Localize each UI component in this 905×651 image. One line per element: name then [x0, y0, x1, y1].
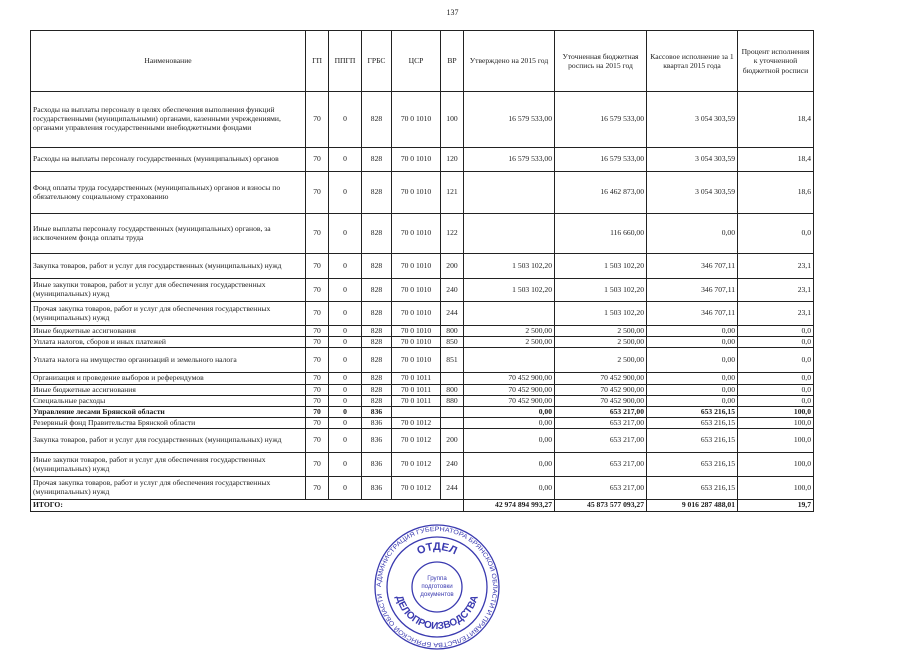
- row-csr: 70 0 1012: [392, 453, 441, 477]
- row-cash: 0,00: [647, 337, 738, 348]
- table-row: [31, 385, 814, 396]
- row-refined: 70 452 900,00: [555, 385, 647, 396]
- budget-table: [30, 30, 814, 512]
- row-gp: 70: [306, 302, 329, 326]
- row-refined: 16 579 533,00: [555, 92, 647, 148]
- row-gp: 70: [306, 254, 329, 279]
- row-pgp: 0: [329, 337, 362, 348]
- row-pgp: 0: [329, 172, 362, 214]
- row-vr: 200: [441, 254, 464, 279]
- row-gp: 70: [306, 214, 329, 254]
- row-approved: [464, 172, 555, 214]
- row-refined: 2 500,00: [555, 337, 647, 348]
- table-row: [31, 373, 814, 385]
- row-approved: 16 579 533,00: [464, 92, 555, 148]
- row-gp: 70: [306, 148, 329, 172]
- stamp-top-text: ОТДЕЛ: [415, 540, 459, 558]
- row-percent: 0,0: [738, 214, 814, 254]
- row-vr: 850: [441, 337, 464, 348]
- row-refined: 653 217,00: [555, 407, 647, 418]
- row-gp: 70: [306, 373, 329, 385]
- row-csr: 70 0 1010: [392, 148, 441, 172]
- row-approved: 0,00: [464, 477, 555, 500]
- row-gp: 70: [306, 385, 329, 396]
- row-grbs: 828: [362, 148, 392, 172]
- row-refined: 16 462 873,00: [555, 172, 647, 214]
- table-row: [31, 302, 814, 326]
- row-refined: 70 452 900,00: [555, 373, 647, 385]
- table-row: [31, 418, 814, 429]
- total-label: ИТОГО:: [31, 500, 464, 512]
- table-row: [31, 254, 814, 279]
- row-vr: 100: [441, 92, 464, 148]
- row-gp: 70: [306, 429, 329, 453]
- row-percent: 0,0: [738, 348, 814, 373]
- row-cash: 346 707,11: [647, 302, 738, 326]
- row-vr: 800: [441, 385, 464, 396]
- row-refined: 1 503 102,20: [555, 254, 647, 279]
- row-grbs: 836: [362, 407, 392, 418]
- row-vr: 121: [441, 172, 464, 214]
- row-gp: 70: [306, 348, 329, 373]
- col-header-cash: Кассовое исполнение за 1 квартал 2015 года: [647, 31, 738, 92]
- row-vr: 244: [441, 302, 464, 326]
- row-percent: 100,0: [738, 418, 814, 429]
- row-gp: 70: [306, 279, 329, 302]
- row-cash: 653 216,15: [647, 407, 738, 418]
- row-grbs: 836: [362, 429, 392, 453]
- row-pgp: 0: [329, 254, 362, 279]
- row-percent: 23,1: [738, 302, 814, 326]
- row-csr: 70 0 1011: [392, 373, 441, 385]
- row-percent: 18,4: [738, 92, 814, 148]
- row-pgp: 0: [329, 214, 362, 254]
- table-body: [31, 92, 814, 500]
- row-refined: 653 217,00: [555, 418, 647, 429]
- row-csr: 70 0 1011: [392, 396, 441, 407]
- row-name: Закупка товаров, работ и услуг для государственных (муниципальных) нужд: [31, 429, 306, 453]
- row-percent: 0,0: [738, 373, 814, 385]
- row-grbs: 828: [362, 254, 392, 279]
- col-header-vr: ВР: [441, 31, 464, 92]
- row-name: Организация и проведение выборов и референдумов: [31, 373, 306, 385]
- row-vr: [441, 373, 464, 385]
- row-approved: 0,00: [464, 418, 555, 429]
- row-name: Фонд оплаты труда государственных (муниципальных) органов и взносы по обязательному социальному страхованию: [31, 172, 306, 214]
- row-percent: 23,1: [738, 254, 814, 279]
- row-csr: 70 0 1010: [392, 302, 441, 326]
- row-approved: 0,00: [464, 407, 555, 418]
- row-grbs: 828: [362, 326, 392, 337]
- row-grbs: 828: [362, 92, 392, 148]
- row-percent: 100,0: [738, 477, 814, 500]
- row-grbs: 828: [362, 214, 392, 254]
- row-refined: 116 660,00: [555, 214, 647, 254]
- stamp-center-line-2: подготовки: [421, 583, 453, 590]
- row-gp: 70: [306, 453, 329, 477]
- col-header-gp: ГП: [306, 31, 329, 92]
- row-percent: 100,0: [738, 453, 814, 477]
- row-approved: 1 503 102,20: [464, 279, 555, 302]
- row-grbs: 828: [362, 172, 392, 214]
- row-vr: [441, 418, 464, 429]
- row-cash: 653 216,15: [647, 453, 738, 477]
- row-csr: 70 0 1010: [392, 337, 441, 348]
- row-name: Иные закупки товаров, работ и услуг для обеспечения государственных (муниципальных) нужд: [31, 453, 306, 477]
- row-csr: 70 0 1012: [392, 429, 441, 453]
- table-row: [31, 148, 814, 172]
- row-csr: 70 0 1010: [392, 254, 441, 279]
- total-percent: 19,7: [738, 500, 814, 512]
- row-grbs: 828: [362, 396, 392, 407]
- row-approved: 0,00: [464, 429, 555, 453]
- row-refined: 653 217,00: [555, 453, 647, 477]
- row-name: Прочая закупка товаров, работ и услуг для обеспечения государственных (муниципальных) нужд: [31, 302, 306, 326]
- total-refined: 45 873 577 093,27: [555, 500, 647, 512]
- row-gp: 70: [306, 326, 329, 337]
- total-cash: 9 016 287 488,01: [647, 500, 738, 512]
- row-pgp: 0: [329, 373, 362, 385]
- row-pgp: 0: [329, 429, 362, 453]
- office-stamp: [373, 523, 501, 651]
- row-cash: 3 054 303,59: [647, 92, 738, 148]
- row-name: Закупка товаров, работ и услуг для государственных (муниципальных) нужд: [31, 254, 306, 279]
- table-row: [31, 172, 814, 214]
- row-cash: 0,00: [647, 214, 738, 254]
- row-name: Иные выплаты персоналу государственных (муниципальных) органов, за исключением фонда оплаты труда: [31, 214, 306, 254]
- row-csr: 70 0 1010: [392, 172, 441, 214]
- row-percent: 0,0: [738, 396, 814, 407]
- row-cash: 0,00: [647, 373, 738, 385]
- row-grbs: 828: [362, 348, 392, 373]
- row-name: Иные закупки товаров, работ и услуг для обеспечения государственных (муниципальных) нужд: [31, 279, 306, 302]
- row-refined: 653 217,00: [555, 477, 647, 500]
- stamp-center-line-3: документов: [420, 591, 454, 598]
- row-pgp: 0: [329, 453, 362, 477]
- row-approved: 2 500,00: [464, 326, 555, 337]
- row-name: Иные бюджетные ассигнования: [31, 385, 306, 396]
- total-approved: 42 974 894 993,27: [464, 500, 555, 512]
- row-vr: 240: [441, 279, 464, 302]
- row-cash: 346 707,11: [647, 279, 738, 302]
- stamp-bottom-text: ДЕЛОПРОИЗВОДСТВА: [393, 594, 481, 633]
- row-pgp: 0: [329, 385, 362, 396]
- table-row: [31, 214, 814, 254]
- table-row: [31, 396, 814, 407]
- row-vr: 244: [441, 477, 464, 500]
- col-header-grbs: ГРБС: [362, 31, 392, 92]
- row-gp: 70: [306, 407, 329, 418]
- row-csr: [392, 407, 441, 418]
- page-number: 137: [446, 8, 459, 17]
- row-cash: 0,00: [647, 385, 738, 396]
- row-percent: 23,1: [738, 279, 814, 302]
- row-name: Специальные расходы: [31, 396, 306, 407]
- row-cash: 0,00: [647, 396, 738, 407]
- row-csr: 70 0 1010: [392, 326, 441, 337]
- table-row: [31, 348, 814, 373]
- row-vr: 851: [441, 348, 464, 373]
- col-header-name: Наименование: [31, 31, 306, 92]
- row-grbs: 836: [362, 418, 392, 429]
- row-approved: [464, 214, 555, 254]
- table-row: [31, 326, 814, 337]
- row-pgp: 0: [329, 326, 362, 337]
- row-gp: 70: [306, 92, 329, 148]
- row-pgp: 0: [329, 407, 362, 418]
- row-gp: 70: [306, 396, 329, 407]
- row-refined: 2 500,00: [555, 348, 647, 373]
- stamp-outer-text: АДМИНИСТРАЦИЯ ГУБЕРНАТОРА БРЯНСКОЙ ОБЛАСТИ И ПРАВИТЕЛЬСТВА БРЯНСКОЙ ОБЛАСТИ: [375, 525, 499, 649]
- row-cash: 653 216,15: [647, 477, 738, 500]
- stamp-center-line-1: Группа: [427, 575, 447, 582]
- row-gp: 70: [306, 477, 329, 500]
- row-cash: 0,00: [647, 348, 738, 373]
- row-name: Прочая закупка товаров, работ и услуг для обеспечения государственных (муниципальных) нужд: [31, 477, 306, 500]
- row-name: Управление лесами Брянской области: [31, 407, 306, 418]
- row-cash: 0,00: [647, 326, 738, 337]
- total-row: [31, 500, 814, 512]
- row-vr: 200: [441, 429, 464, 453]
- row-pgp: 0: [329, 148, 362, 172]
- table-row: [31, 453, 814, 477]
- row-percent: 0,0: [738, 326, 814, 337]
- row-grbs: 836: [362, 453, 392, 477]
- row-cash: 3 054 303,59: [647, 172, 738, 214]
- row-percent: 18,4: [738, 148, 814, 172]
- row-gp: 70: [306, 418, 329, 429]
- row-approved: 70 452 900,00: [464, 385, 555, 396]
- col-header-percent: Процент исполнения к уточненной бюджетной росписи: [738, 31, 814, 92]
- table-row: [31, 92, 814, 148]
- row-refined: 653 217,00: [555, 429, 647, 453]
- row-refined: 1 503 102,20: [555, 279, 647, 302]
- row-percent: 100,0: [738, 407, 814, 418]
- row-approved: 1 503 102,20: [464, 254, 555, 279]
- row-csr: 70 0 1012: [392, 477, 441, 500]
- row-vr: 240: [441, 453, 464, 477]
- table-row: [31, 279, 814, 302]
- row-approved: 2 500,00: [464, 337, 555, 348]
- col-header-pgp: ППГП: [329, 31, 362, 92]
- row-refined: 16 579 533,00: [555, 148, 647, 172]
- row-grbs: 828: [362, 302, 392, 326]
- row-percent: 100,0: [738, 429, 814, 453]
- row-gp: 70: [306, 172, 329, 214]
- row-pgp: 0: [329, 92, 362, 148]
- row-cash: 653 216,15: [647, 418, 738, 429]
- row-gp: 70: [306, 337, 329, 348]
- row-percent: 0,0: [738, 385, 814, 396]
- table-row: [31, 429, 814, 453]
- row-csr: 70 0 1012: [392, 418, 441, 429]
- row-vr: 120: [441, 148, 464, 172]
- row-csr: 70 0 1010: [392, 348, 441, 373]
- row-name: Иные бюджетные ассигнования: [31, 326, 306, 337]
- row-pgp: 0: [329, 279, 362, 302]
- table-row: [31, 477, 814, 500]
- col-header-csr: ЦСР: [392, 31, 441, 92]
- header-row: [31, 31, 814, 92]
- table-row: [31, 407, 814, 418]
- row-pgp: 0: [329, 418, 362, 429]
- row-csr: 70 0 1010: [392, 92, 441, 148]
- row-refined: 1 503 102,20: [555, 302, 647, 326]
- row-vr: 880: [441, 396, 464, 407]
- row-cash: 3 054 303,59: [647, 148, 738, 172]
- row-name: Расходы на выплаты персоналу государственных (муниципальных) органов: [31, 148, 306, 172]
- row-grbs: 836: [362, 477, 392, 500]
- row-approved: [464, 348, 555, 373]
- row-pgp: 0: [329, 396, 362, 407]
- row-approved: 16 579 533,00: [464, 148, 555, 172]
- row-grbs: 828: [362, 385, 392, 396]
- row-pgp: 0: [329, 302, 362, 326]
- row-cash: 346 707,11: [647, 254, 738, 279]
- row-percent: 0,0: [738, 337, 814, 348]
- row-grbs: 828: [362, 337, 392, 348]
- table-row: [31, 337, 814, 348]
- col-header-approved: Утверждено на 2015 год: [464, 31, 555, 92]
- row-name: Расходы на выплаты персоналу в целях обеспечения выполнения функций государственными (муниципальными) органами, казенными учреждениями, органами управления государственными внебюджетными фондами: [31, 92, 306, 148]
- row-vr: 122: [441, 214, 464, 254]
- row-pgp: 0: [329, 348, 362, 373]
- row-vr: [441, 407, 464, 418]
- row-percent: 18,6: [738, 172, 814, 214]
- col-header-refined: Уточненная бюджетная роспись на 2015 год: [555, 31, 647, 92]
- row-refined: 70 452 900,00: [555, 396, 647, 407]
- row-cash: 653 216,15: [647, 429, 738, 453]
- row-csr: 70 0 1010: [392, 279, 441, 302]
- row-grbs: 828: [362, 373, 392, 385]
- row-approved: [464, 302, 555, 326]
- row-name: Уплата налогов, сборов и иных платежей: [31, 337, 306, 348]
- row-name: Уплата налога на имущество организаций и земельного налога: [31, 348, 306, 373]
- row-refined: 2 500,00: [555, 326, 647, 337]
- row-approved: 70 452 900,00: [464, 373, 555, 385]
- row-name: Резервный фонд Правительства Брянской области: [31, 418, 306, 429]
- row-vr: 800: [441, 326, 464, 337]
- row-csr: 70 0 1010: [392, 214, 441, 254]
- row-approved: 70 452 900,00: [464, 396, 555, 407]
- row-approved: 0,00: [464, 453, 555, 477]
- row-grbs: 828: [362, 279, 392, 302]
- row-pgp: 0: [329, 477, 362, 500]
- row-csr: 70 0 1011: [392, 385, 441, 396]
